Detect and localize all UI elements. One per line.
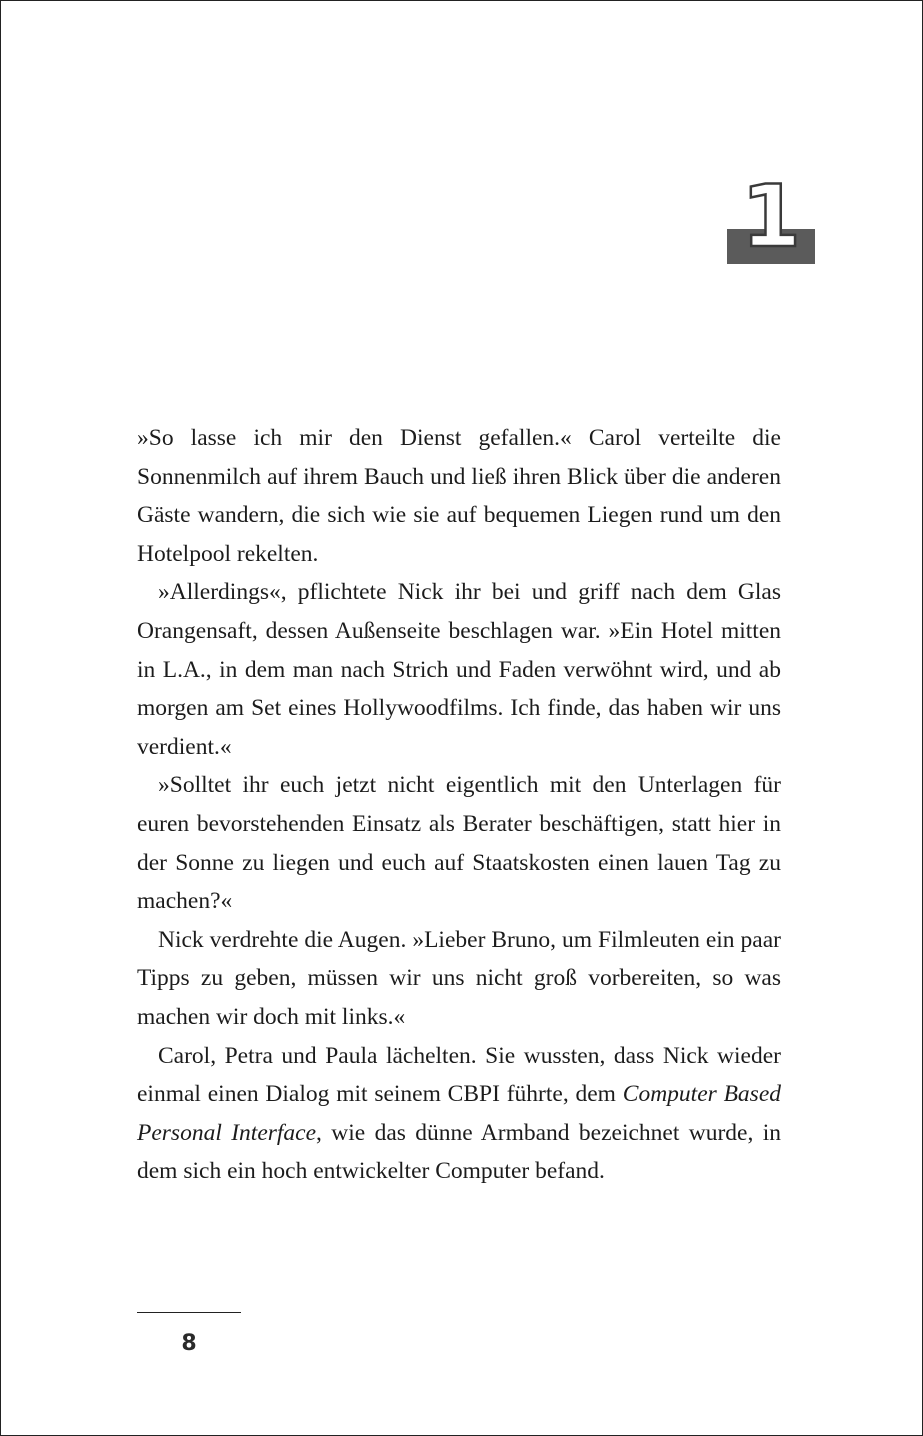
paragraph-5 [137,1037,781,1191]
paragraph-5-end: , wie das dünne Armband bezeichnet wurde, in dem sich ein hoch entwickelter Computer befand. [137,1119,781,1185]
page-number: 8 [181,1331,197,1356]
paragraph-3: »Solltet ihr euch jetzt nicht eigentlich mit den Unterlagen für euren bevorstehenden Einsatz als Berater beschäftigen, statt hier in der Sonne zu liegen und euch auf Staatskosten einen lauen Tag zu machen?« [137,772,781,915]
paragraph-4: Nick verdrehte die Augen. »Lieber Bruno, um Filmleuten ein paar Tipps zu geben, müssen wir uns nicht groß vorbereiten, so was machen wir doch mit links.« [137,926,781,1030]
paragraph-5-italic-term: Computer Based Personal Interface [137,1081,781,1146]
paragraph-5-start: Carol, Petra und Paula lächelten. Sie wussten, dass Nick wieder einmal einen Dialog mit seinem CBPI führte, dem [137,1042,781,1108]
body-text [137,419,781,1191]
paragraph-1: »So lasse ich mir den Dienst gefallen.« Carol verteilte die Sonnenmilch auf ihrem Bauch und ließ ihren Blick über die anderen Gäste wandern, die sich wie sie auf bequemen Liegen rund um den Hotelpool rekelten. [137,425,781,567]
chapter-number: 1 [741,167,801,267]
chapter-marker [727,167,815,267]
paragraph-2: »Allerdings«, pflichtete Nick ihr bei und griff nach dem Glas Orangensaft, dessen Außenseite beschlagen war. »Ein Hotel mitten in L.A., in dem man nach Strich und Faden verwöhnt wird, und ab morgen am Set eines Hollywoodfilms. Ich finde, das haben wir uns verdient.« [137,579,781,760]
footer-rule [137,1312,241,1313]
